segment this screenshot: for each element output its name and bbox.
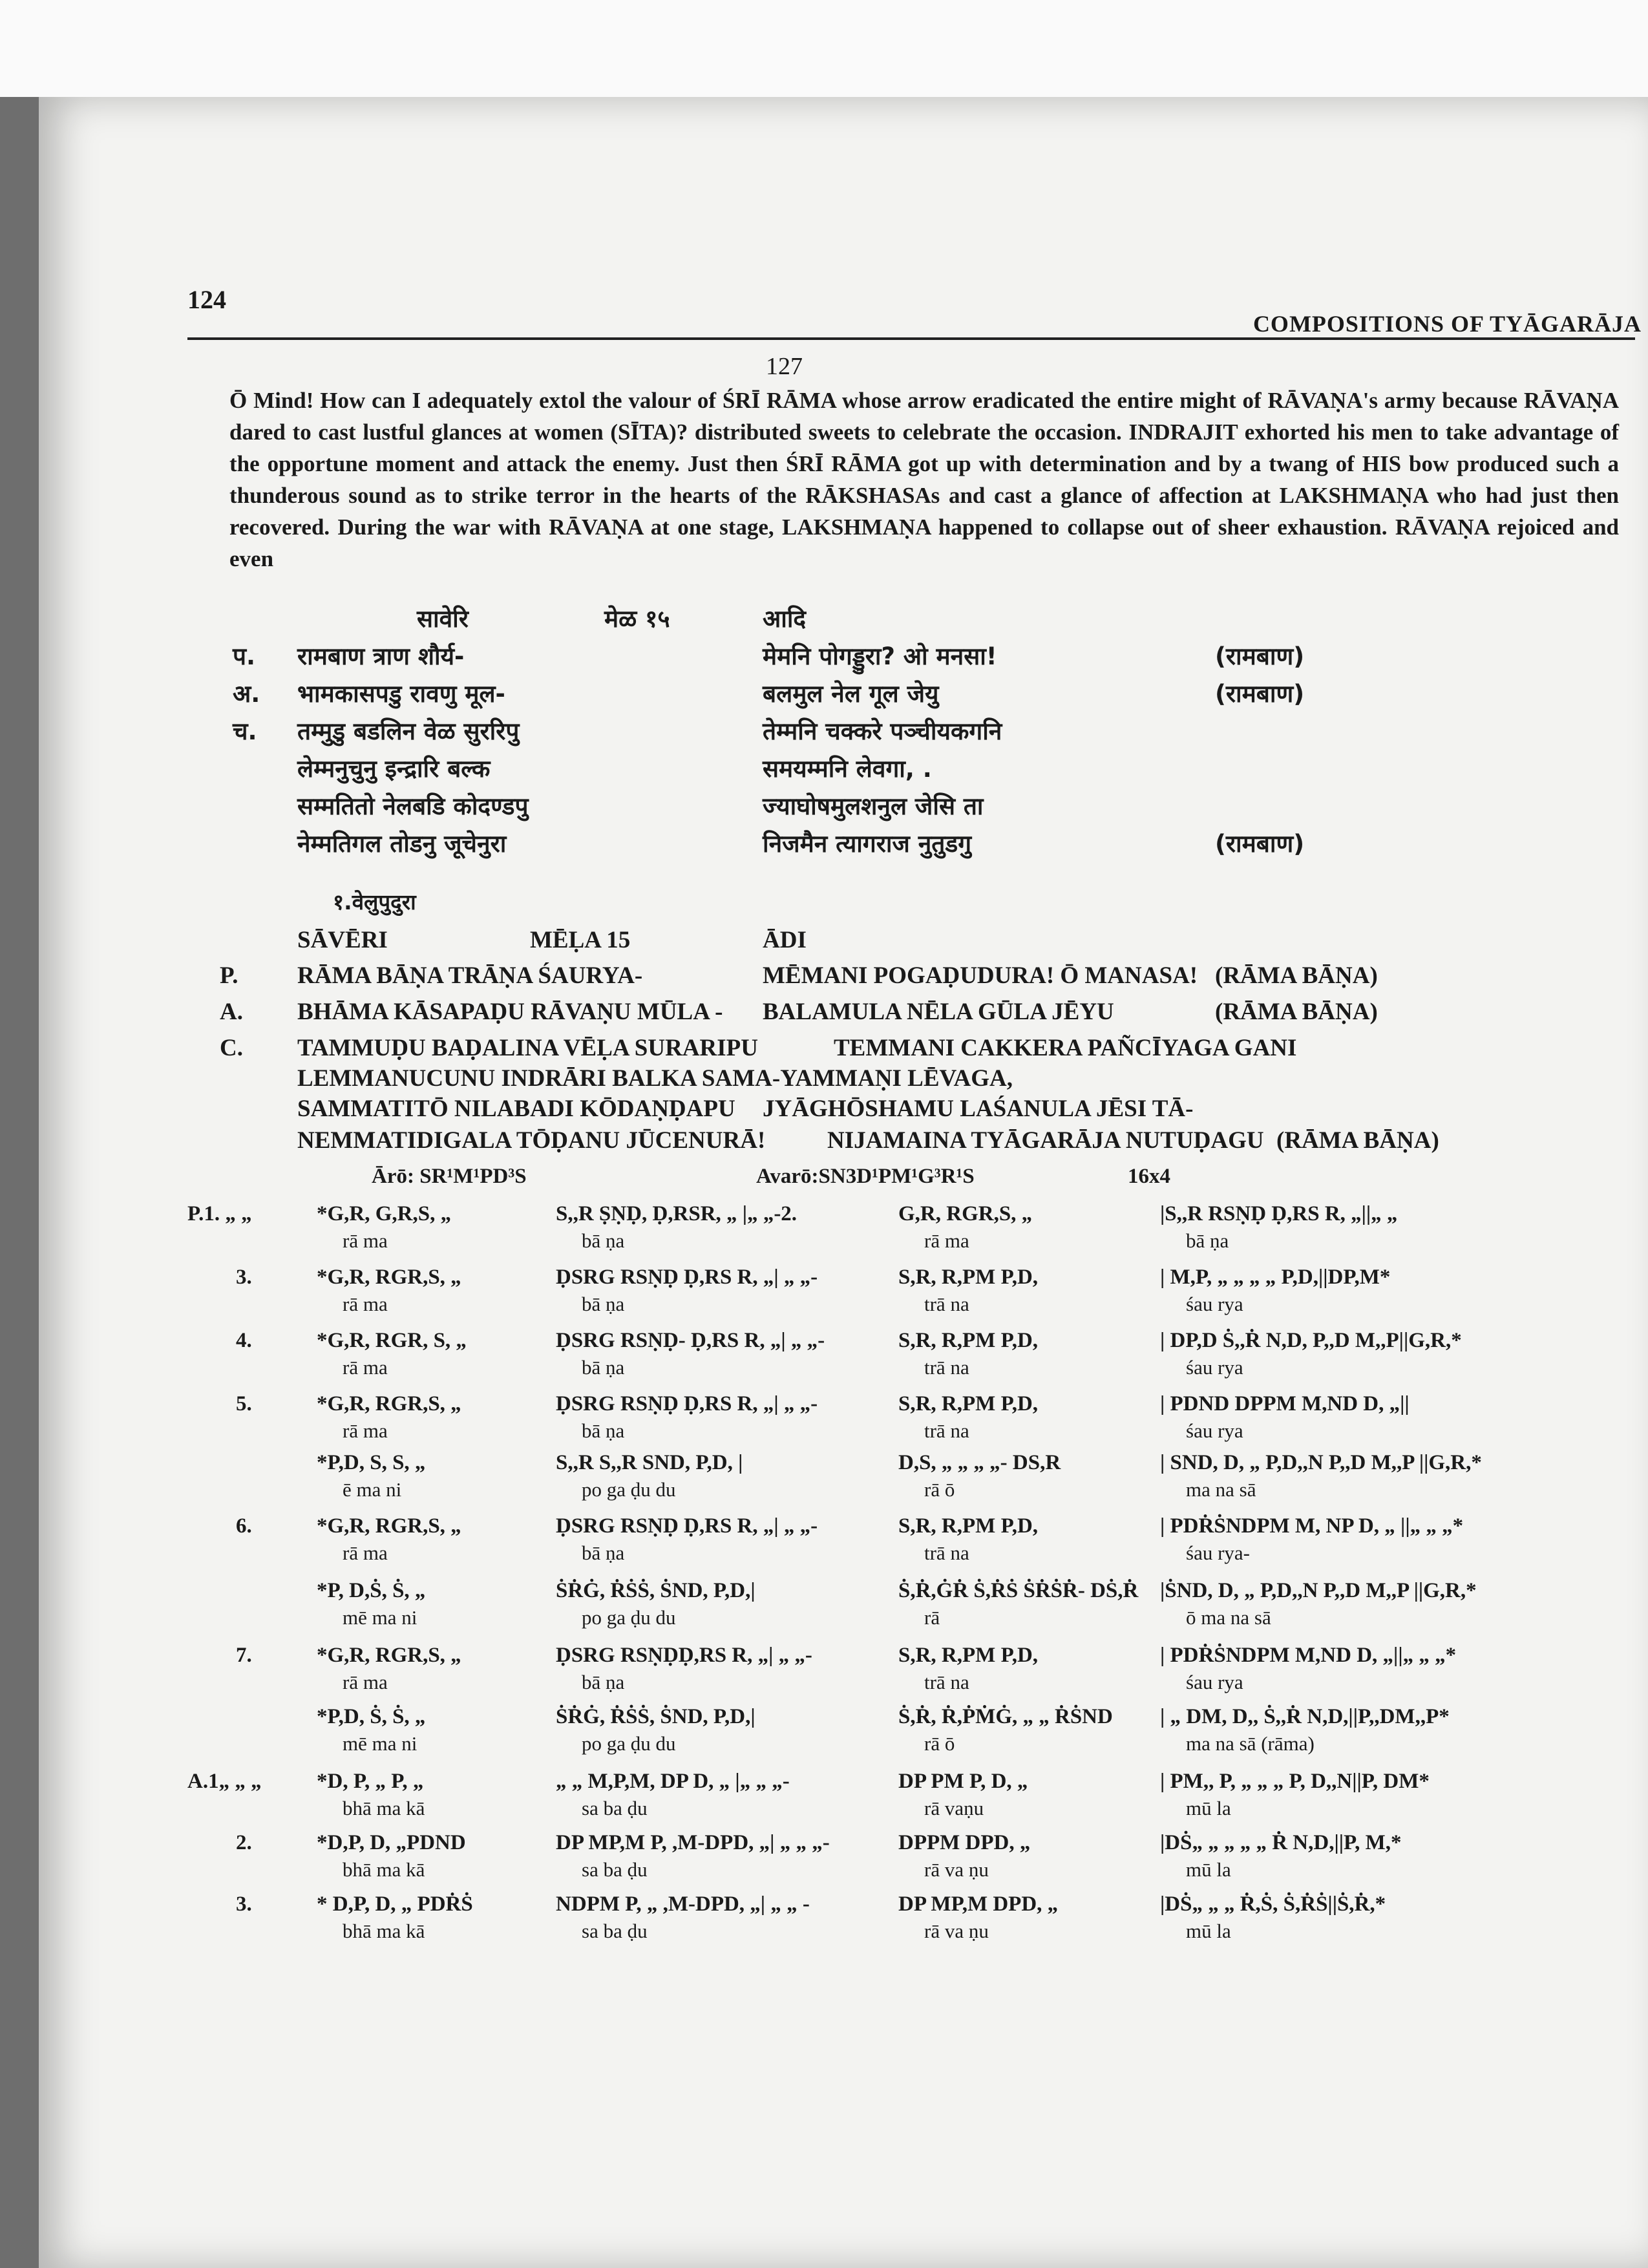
line-right: समयम्मनि लेवगा, . — [763, 755, 932, 783]
deva-tala: आदि — [763, 605, 807, 633]
syllable-cell: rā ma — [343, 1293, 388, 1315]
swara-cell: *G,R, RGR,S, „ — [317, 1514, 461, 1538]
book-page — [39, 97, 1648, 2268]
line-right: निजमैन त्यागराज नुतुडगु — [763, 830, 972, 858]
syllable-cell: bā ṇa — [582, 1419, 625, 1442]
line-left: नेम्मतिगल तोडनु जूचेनुरा — [297, 830, 507, 858]
swara-cell: DPPM DPD, „ — [898, 1831, 1031, 1854]
swara-cell: *D,P, D, „PDND — [317, 1831, 466, 1854]
syllable-cell: rā ō — [924, 1732, 955, 1755]
line-label: C. — [220, 1035, 243, 1061]
scan-border — [0, 0, 1648, 97]
line-left: TAMMUḌU BAḌALINA VĒḶA SURARIPU — [297, 1035, 758, 1061]
line-right: TEMMANI CAKKERA PAÑCĪYAGA GANI — [834, 1035, 1297, 1061]
syllable-cell: bā ṇa — [1186, 1229, 1229, 1252]
syllable-cell: śau rya — [1186, 1419, 1243, 1442]
swara-cell: ḌSRG RSṆḌ Ḍ,RS R, „| „ „- — [556, 1514, 818, 1538]
row-label: 2. — [236, 1831, 252, 1854]
swara-cell: D,S, „ „ „ „- DS,R — [898, 1451, 1061, 1474]
line-left: RĀMA BĀṆA TRĀṆA ŚAURYA- — [297, 962, 643, 989]
line-tag: (रामबाण) — [1215, 830, 1305, 858]
deva-mela: मेळ १५ — [604, 605, 670, 633]
syllable-cell: rā va ṇu — [924, 1920, 989, 1942]
talam-count: 16x4 — [1128, 1165, 1170, 1188]
line-left: तम्मुडु बडलिन वेळ सुररिपु — [297, 717, 520, 745]
composition-number: 127 — [766, 353, 803, 380]
syllable-cell: trā na — [924, 1419, 969, 1442]
arohana: Ārō: SR¹M¹PD³S — [372, 1165, 527, 1188]
swara-cell: S,,R S,,R SND, P,D, | — [556, 1451, 743, 1474]
syllable-cell: śau rya — [1186, 1293, 1243, 1315]
swara-cell: | M,P, „ „ „ „ P,D,||DP,M* — [1160, 1266, 1391, 1289]
swara-cell: *G,R, G,R,S, „ — [317, 1202, 452, 1225]
line-label: अ. — [233, 680, 260, 708]
syllable-cell: bhā ma kā — [343, 1858, 425, 1881]
syllable-cell: ma na sā — [1186, 1478, 1256, 1501]
swara-cell: DP PM P, D, „ — [898, 1770, 1028, 1793]
line-label: प. — [233, 642, 256, 670]
syllable-cell: rā vaṇu — [924, 1797, 984, 1819]
row-label: 6. — [236, 1514, 252, 1538]
swara-cell: Ṡ,Ṙ,ĠṘ Ṡ,ṘṠ ṠṘṠṘ- DṠ,Ṙ — [898, 1579, 1139, 1602]
swara-cell: ḌSRG RSṆḌ Ḍ,RS R, „| „ „- — [556, 1392, 818, 1415]
syllable-cell: po ga ḍu du — [582, 1732, 676, 1755]
swara-cell: | DP,D Ṡ,,Ṙ N,D, P,,D M,,P||G,R,* — [1160, 1329, 1462, 1352]
swara-cell: *P, D,Ṡ, Ṡ, „ — [317, 1579, 426, 1602]
line-right: NIJAMAINA TYĀGARĀJA NUTUḌAGU — [827, 1127, 1264, 1154]
syllable-cell: trā na — [924, 1293, 969, 1315]
swara-cell: | PDṘṠNDPM M,ND D, „||„ „ „* — [1160, 1644, 1457, 1667]
swara-cell: |DṠ„ „ „ Ṙ,Ṡ, Ṡ,ṘṠ||Ṡ,Ṙ,* — [1160, 1892, 1386, 1916]
swara-cell: ṠṘĠ, ṘṠṠ, ṠND, P,D,| — [556, 1705, 755, 1728]
line-left: BHĀMA KĀSAPAḌU RĀVAṆU MŪLA - — [297, 999, 723, 1025]
swara-cell: |S,,R RSṆḌ Ḍ,RS R, „||„ „ — [1160, 1202, 1398, 1225]
swara-cell: * D,P, D, „ PDṘṠ — [317, 1892, 473, 1916]
swara-cell: ṠṘĠ, ṘṠṠ, ṠND, P,D,| — [556, 1579, 755, 1602]
line-left: भामकासपडु रावणु मूल- — [297, 680, 505, 708]
deva-footnote: १.वेलुपुदुरा — [333, 889, 416, 915]
syllable-cell: rā ma — [343, 1542, 388, 1564]
roman-tala: ĀDI — [763, 927, 807, 953]
swara-cell: DP MP,M P, ,M-DPD, „| „ „ „- — [556, 1831, 830, 1854]
syllable-cell: śau rya — [1186, 1356, 1243, 1379]
syllable-cell: mū la — [1186, 1858, 1231, 1881]
line-tag: (रामबाण) — [1215, 680, 1305, 708]
row-label: 4. — [236, 1329, 252, 1352]
swara-cell: G,R, RGR,S, „ — [898, 1202, 1033, 1225]
deva-raga: सावेरि — [417, 605, 469, 633]
running-head: COMPOSITIONS OF TYĀGARĀJA — [1252, 311, 1642, 337]
swara-cell: DP MP,M DPD, „ — [898, 1892, 1059, 1916]
swara-cell: *D, P, „ P, „ — [317, 1770, 424, 1793]
swara-cell: *G,R, RGR,S, „ — [317, 1644, 461, 1667]
line-left: NEMMATIDIGALA TŌḌANU JŪCENURĀ! — [297, 1127, 766, 1154]
swara-cell: *G,R, RGR,S, „ — [317, 1266, 461, 1289]
swara-cell: S,,R ṢṆḌ, Ḍ,RSR, „ |„ „-2. — [556, 1202, 798, 1225]
row-label: P.1. „ „ — [187, 1202, 252, 1225]
line-right: ज्याघोषमुलशनुल जेसि ता — [763, 792, 984, 820]
syllable-cell: bā ṇa — [582, 1356, 625, 1379]
syllable-cell: bhā ma kā — [343, 1920, 425, 1942]
line-label: A. — [220, 999, 243, 1025]
syllable-cell: ma na sā (rāma) — [1186, 1732, 1315, 1755]
line-label: P. — [220, 962, 238, 989]
row-label: 5. — [236, 1392, 252, 1415]
syllable-cell: rā ma — [924, 1229, 969, 1252]
row-label: 3. — [236, 1892, 252, 1916]
swara-cell: *G,R, RGR,S, „ — [317, 1392, 461, 1415]
syllable-cell: mē ma ni — [343, 1732, 417, 1755]
syllable-cell: rā va ṇu — [924, 1858, 989, 1881]
syllable-cell: po ga ḍu du — [582, 1606, 676, 1629]
swara-cell: *P,D, Ṡ, Ṡ, „ — [317, 1705, 426, 1728]
syllable-cell: rā ma — [343, 1356, 388, 1379]
syllable-cell: mē ma ni — [343, 1606, 417, 1629]
line-tag: (RĀMA BĀṆA) — [1215, 962, 1378, 989]
syllable-cell: rā — [924, 1606, 940, 1629]
syllable-cell: trā na — [924, 1356, 969, 1379]
swara-cell: | PM,, P, „ „ „ P, D,,N||P, DM* — [1160, 1770, 1430, 1793]
syllable-cell: ē ma ni — [343, 1478, 402, 1501]
swara-cell: S,R, R,PM P,D, — [898, 1266, 1039, 1289]
syllable-cell: ō ma na sā — [1186, 1606, 1271, 1629]
meaning-paragraph: Ō Mind! How can I adequately extol the valour of ŚRĪ RĀMA whose arrow eradicated the entire might of RĀVAṆA's army because RĀVAṆA dared to cast lustful glances at women (SĪTA)? distributed sweets to celebrate the occasion. INDRAJIT exhorted his men to take advantage of the opportune moment and attack the enemy. Just then ŚRĪ RĀMA got up with determination and by a twang of HIS bow produced such a thunderous sound as to strike terror in the hearts of the RĀKSHASAs and cast a glance of affection at LAKSHMAṆA who had just then recovered. During the war with RĀVAṆA at one stage, LAKSHMAṆA happened to collapse out of sheer exhaustion. RĀVAṆA rejoiced and even — [229, 388, 1619, 571]
swara-cell: S,R, R,PM P,D, — [898, 1329, 1039, 1352]
syllable-cell: bhā ma kā — [343, 1797, 425, 1819]
avarohana: Avarō:SN3D¹PM¹G³R¹S — [756, 1165, 975, 1188]
swara-cell: |ṠND, D, „ P,D,,N P,,D M,,P ||G,R,* — [1160, 1579, 1477, 1602]
swara-cell: ḌSRG RSṆḌḌ,RS R, „| „ „- — [556, 1644, 812, 1667]
swara-cell: |DṠ„ „ „ „ „ Ṙ N,D,||P, M,* — [1160, 1831, 1402, 1854]
line-left: SAMMATITŌ NILABADI KŌDAṆḌAPU — [297, 1096, 735, 1122]
syllable-cell: bā ṇa — [582, 1671, 625, 1693]
syllable-cell: sa ba ḍu — [582, 1920, 648, 1942]
syllable-cell: mū la — [1186, 1797, 1231, 1819]
syllable-cell: po ga ḍu du — [582, 1478, 676, 1501]
syllable-cell: trā na — [924, 1671, 969, 1693]
swara-cell: S,R, R,PM P,D, — [898, 1514, 1039, 1538]
line-tag: (RĀMA BĀṆA) — [1215, 999, 1378, 1025]
syllable-cell: sa ba ḍu — [582, 1858, 648, 1881]
line-right: JYĀGHŌSHAMU LAŚANULA JĒSI TĀ- — [763, 1096, 1194, 1122]
syllable-cell: śau rya — [1186, 1671, 1243, 1693]
line-right: BALAMULA NĒLA GŪLA JĒYU — [763, 999, 1114, 1025]
swara-cell: ḌSRG RSṆḌ Ḍ,RS R, „| „ „- — [556, 1266, 818, 1289]
row-label: 7. — [236, 1644, 252, 1667]
swara-cell: Ṡ,Ṙ, Ṙ,ṖṀĠ, „ „ ṘṠND — [898, 1705, 1113, 1728]
syllable-cell: mū la — [1186, 1920, 1231, 1942]
syllable-cell: bā ṇa — [582, 1542, 625, 1564]
syllable-cell: trā na — [924, 1542, 969, 1564]
line-left: LEMMANUCUNU INDRĀRI BALKA SAMA-YAMMAṆI LĒVAGA, — [297, 1065, 1013, 1092]
syllable-cell: rā ma — [343, 1229, 388, 1252]
line-left: सम्मतितो नेलबडि कोदण्डपु — [297, 792, 529, 820]
syllable-cell: śau rya- — [1186, 1542, 1250, 1564]
line-left: लेम्मनुचुनु इन्द्रारि बल्क — [297, 755, 491, 783]
swara-cell: S,R, R,PM P,D, — [898, 1392, 1039, 1415]
syllable-cell: sa ba ḍu — [582, 1797, 648, 1819]
line-label: च. — [233, 717, 257, 745]
swara-cell: NDPM P, „ ,M-DPD, „| „ „ - — [556, 1892, 810, 1916]
line-right: मेमनि पोगड्डुरा? ओ मनसा! — [763, 642, 997, 670]
swara-cell: | SND, D, „ P,D,,N P,,D M,,P ||G,R,* — [1160, 1451, 1482, 1474]
page-number: 124 — [187, 285, 226, 314]
row-label: 3. — [236, 1266, 252, 1289]
swara-cell: | „ DM, D,, Ṡ,,Ṙ N,D,||P,,DM,,P* — [1160, 1705, 1450, 1728]
line-right: तेम्मनि चक्करे पञ्चीयकगनि — [763, 717, 1002, 745]
swara-cell: ḌSRG RSṆḌ- Ḍ,RS R, „| „ „- — [556, 1329, 825, 1352]
line-right: MĒMANI POGAḌUDURA! Ō MANASA! — [763, 962, 1198, 989]
line-left: रामबाण त्राण शौर्य- — [297, 642, 465, 670]
row-label: A.1„ „ „ — [187, 1770, 262, 1793]
swara-cell: | PDṘṠNDPM M, NP D, „ ||„ „ „* — [1160, 1514, 1464, 1538]
swara-cell: S,R, R,PM P,D, — [898, 1644, 1039, 1667]
syllable-cell: rā ma — [343, 1419, 388, 1442]
line-tag: (RĀMA BĀṆA) — [1276, 1127, 1439, 1154]
roman-raga: SĀVĒRI — [297, 927, 388, 953]
line-tag: (रामबाण) — [1215, 642, 1305, 670]
header-rule — [187, 337, 1635, 340]
syllable-cell: bā ṇa — [582, 1293, 625, 1315]
swara-cell: | PDND DPPM M,ND D, „|| — [1160, 1392, 1410, 1415]
roman-mela: MĒḶA 15 — [530, 927, 631, 953]
syllable-cell: rā ma — [343, 1671, 388, 1693]
swara-cell: „ „ M,P,M, DP D, „ |„ „ „- — [556, 1770, 790, 1793]
syllable-cell: rā ō — [924, 1478, 955, 1501]
syllable-cell: bā ṇa — [582, 1229, 625, 1252]
swara-cell: *G,R, RGR, S, „ — [317, 1329, 467, 1352]
swara-cell: *P,D, S, S, „ — [317, 1451, 426, 1474]
line-right: बलमुल नेल गूल जेयु — [763, 680, 939, 708]
